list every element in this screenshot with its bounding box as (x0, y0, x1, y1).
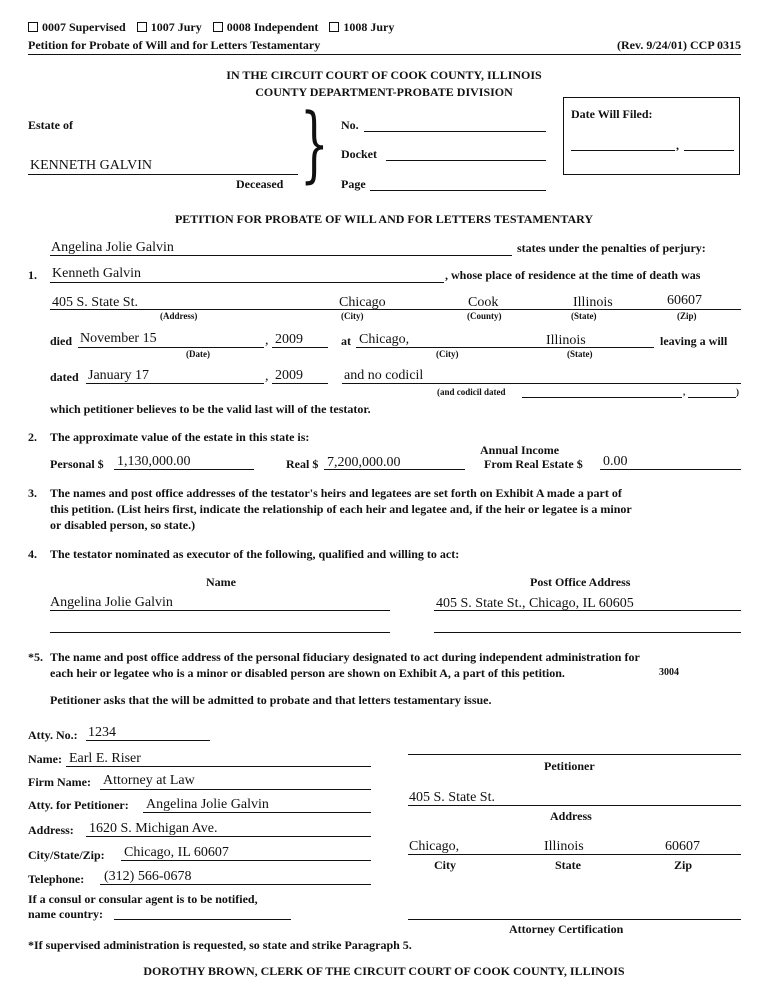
executor-name-line (50, 610, 390, 611)
item-4-text: The testator nominated as executor of the following, qualified and willing to act: (50, 547, 460, 561)
residence-text: , whose place of residence at the time of death was (445, 268, 701, 282)
petitioner-zip-label: Zip (674, 858, 693, 872)
consul-country-field[interactable] (114, 919, 291, 920)
death-date-line (78, 347, 264, 348)
checkbox-label: 0007 Supervised (42, 20, 126, 34)
executor-name-line-2[interactable] (50, 632, 390, 633)
died-label: died (50, 334, 73, 348)
item-5-line-1: The name and post office address of the personal fiduciary designated to act during independent administration for (50, 650, 640, 664)
will-date[interactable]: January 17 (88, 368, 150, 383)
petitioner-address-label: Address (550, 809, 592, 823)
dated-label: dated (50, 370, 79, 384)
death-city[interactable]: Chicago, (359, 332, 410, 347)
atty-address-line (86, 836, 371, 837)
checkbox-label: 1007 Jury (150, 20, 202, 34)
no-field[interactable] (364, 131, 546, 132)
date-will-filed-label: Date Will Filed: (571, 107, 653, 121)
petitioner-city-label: City (434, 858, 456, 872)
codicil-line (342, 383, 741, 384)
decedent-field[interactable]: Kenneth Galvin (52, 266, 142, 281)
telephone-label: Telephone: (28, 872, 85, 886)
petitioner-state[interactable]: Illinois (544, 839, 584, 854)
estate-of-label: Estate of (28, 118, 73, 132)
form-revision: (Rev. 9/24/01) CCP 0315 (617, 38, 741, 52)
checkbox-icon (137, 22, 147, 32)
item-1-number: 1. (28, 268, 37, 282)
zip-caption: (Zip) (677, 311, 697, 321)
income-value[interactable]: 0.00 (603, 454, 628, 469)
date-comma: , (676, 138, 679, 152)
residence-zip[interactable]: 60607 (667, 293, 702, 308)
will-year-line (272, 383, 328, 384)
atty-no-label: Atty. No.: (28, 728, 78, 742)
codicil-close: ) (736, 387, 739, 397)
date-will-filed-box (563, 97, 740, 175)
residence-county[interactable]: Cook (468, 295, 499, 310)
executor-name[interactable]: Angelina Jolie Galvin (50, 595, 173, 610)
codicil-year-field[interactable] (688, 397, 736, 398)
item-3-number: 3. (28, 486, 37, 500)
petitioner-address[interactable]: 405 S. State St. (409, 790, 495, 805)
checkbox-jury-1008[interactable] (329, 20, 394, 34)
executor-address-line (434, 610, 741, 611)
codicil-date-field[interactable] (522, 397, 682, 398)
atty-csz[interactable]: Chicago, IL 60607 (124, 845, 229, 860)
petitioner-line (50, 255, 512, 256)
no-label: No. (341, 118, 359, 132)
personal-label: Personal $ (50, 457, 104, 471)
income-line (600, 469, 741, 470)
executor-address-line-2[interactable] (434, 632, 741, 633)
address-caption: (Address) (160, 311, 198, 321)
item-5-number: *5. (28, 650, 43, 664)
atty-name-label: Name: (28, 752, 62, 766)
checkbox-label: 0008 Independent (226, 20, 319, 34)
name-header: Name (206, 575, 236, 589)
codicil-field[interactable]: and no codicil (344, 368, 424, 383)
petitioner-city[interactable]: Chicago, (409, 839, 460, 854)
item-5-line-2: each heir or legatee who is a minor or disabled person are shown on Exhibit A, a part of this petition. (50, 666, 565, 680)
date-will-filed-field[interactable] (571, 150, 675, 151)
atty-telephone-line (100, 884, 371, 885)
city-caption-2: (City) (436, 349, 459, 359)
leaving-will-text: leaving a will (660, 334, 728, 348)
court-division: COUNTY DEPARTMENT-PROBATE DIVISION (255, 85, 513, 99)
firm-name[interactable]: Attorney at Law (103, 773, 195, 788)
page-field[interactable] (370, 190, 546, 191)
checkbox-icon (329, 22, 339, 32)
personal-line (114, 469, 254, 470)
city-caption: (City) (341, 311, 364, 321)
real-label: Real $ (286, 457, 319, 471)
clerk-footer: DOROTHY BROWN, CLERK OF THE CIRCUIT COURT OF COOK COUNTY, ILLINOIS (143, 964, 625, 978)
address-header: Post Office Address (530, 575, 631, 589)
attorney-certification-label: Attorney Certification (509, 922, 624, 936)
atty-name-line (66, 766, 371, 767)
attorney-certification-line[interactable] (408, 919, 741, 920)
for-petitioner[interactable]: Angelina Jolie Galvin (146, 797, 269, 812)
state-caption-2: (State) (567, 349, 593, 359)
checkbox-independent[interactable] (213, 20, 319, 34)
csz-label: City/State/Zip: (28, 848, 105, 862)
believes-text: which petitioner believes to be the valid last will of the testator. (50, 402, 371, 416)
perjury-text: states under the penalties of perjury: (517, 241, 706, 255)
annual-income-label: Annual Income (480, 443, 560, 457)
death-year-comma: , (265, 333, 269, 348)
petitioner-csz-line (408, 854, 741, 855)
petition-title: PETITION FOR PROBATE OF WILL AND FOR LETTERS TESTAMENTARY (174, 212, 594, 226)
case-type-checkboxes (28, 20, 394, 35)
estate-value-text: The approximate value of the estate in this state is: (50, 430, 310, 444)
header-rule (28, 54, 741, 55)
item-3-line-1: The names and post office addresses of the testator's heirs and legatees are set forth on Exhibit A made a part of (50, 486, 622, 500)
for-petitioner-line (143, 812, 371, 813)
item-3-line-3: or disabled person, so state.) (50, 518, 196, 532)
footnote: *If supervised administration is requested, so state and strike Paragraph 5. (28, 938, 412, 952)
will-year-comma: , (265, 369, 269, 384)
firm-line (100, 789, 371, 790)
decedent-field-line (50, 282, 444, 283)
atty-no-line (86, 740, 210, 741)
state-caption: (State) (571, 311, 597, 321)
county-caption: (County) (467, 311, 502, 321)
court-name: IN THE CIRCUIT COURT OF COOK COUNTY, ILLINOIS (226, 68, 542, 82)
checkbox-jury-1007[interactable] (137, 20, 202, 34)
residence-state[interactable]: Illinois (573, 295, 613, 310)
item-4-number: 4. (28, 547, 37, 561)
petitioner-zip[interactable]: 60607 (665, 839, 700, 854)
consul-line-1: If a consul or consular agent is to be notified, (28, 892, 258, 906)
atty-address-label: Address: (28, 823, 74, 837)
consul-line-2: name country: (28, 907, 103, 921)
deceased-label: Deceased (236, 177, 284, 191)
decedent-name[interactable]: KENNETH GALVIN (30, 158, 152, 173)
item-3-line-2: this petition. (List heirs first, indicate the relationship of each heir and legatee and, if the heir or legatee is a minor (50, 502, 632, 516)
form-title: Petition for Probate of Will and for Letters Testamentary (28, 38, 321, 52)
at-label: at (341, 334, 351, 348)
death-year[interactable]: 2009 (275, 332, 303, 347)
petitioner-address-line (408, 805, 741, 806)
death-place-line (356, 347, 654, 348)
atty-name[interactable]: Earl E. Riser (69, 751, 141, 766)
page-label: Page (341, 177, 366, 191)
petitioner-label: Petitioner (544, 759, 595, 773)
residence-city[interactable]: Chicago (339, 295, 386, 310)
real-line (324, 469, 465, 470)
checkbox-label: 1008 Jury (343, 20, 395, 34)
date-caption: (Date) (186, 349, 210, 359)
codicil-dated-caption: (and codicil dated (437, 387, 506, 397)
item-2-number: 2. (28, 430, 37, 444)
decedent-line (28, 174, 298, 175)
docket-label: Docket (341, 147, 377, 161)
will-year[interactable]: 2009 (275, 368, 303, 383)
will-date-line (86, 383, 264, 384)
codicil-date-comma: , (683, 387, 686, 397)
real-value[interactable]: 7,200,000.00 (327, 455, 401, 470)
docket-field[interactable] (386, 160, 546, 161)
checkbox-icon (28, 22, 38, 32)
brace-icon: } (300, 97, 329, 192)
firm-label: Firm Name: (28, 775, 91, 789)
executor-address[interactable]: 405 S. State St., Chicago, IL 60605 (436, 596, 634, 611)
residence-address[interactable]: 405 S. State St. (52, 295, 138, 310)
atty-no[interactable]: 1234 (88, 725, 116, 740)
atty-csz-line (121, 860, 371, 861)
petitioner-signature-line[interactable] (408, 754, 741, 755)
item-5-code: 3004 (659, 667, 679, 678)
for-petitioner-label: Atty. for Petitioner: (28, 798, 129, 812)
death-date[interactable]: November 15 (80, 331, 157, 346)
death-state[interactable]: Illinois (546, 333, 586, 348)
death-year-line (272, 347, 328, 348)
checkbox-icon (213, 22, 223, 32)
petitioner-name[interactable]: Angelina Jolie Galvin (51, 240, 174, 255)
personal-value[interactable]: 1,130,000.00 (117, 454, 191, 469)
from-real-estate-label: From Real Estate $ (484, 457, 583, 471)
atty-address[interactable]: 1620 S. Michigan Ave. (89, 821, 218, 836)
petitioner-state-label: State (555, 858, 581, 872)
admission-request: Petitioner asks that the will be admitted to probate and that letters testamentary issue. (50, 693, 492, 707)
date-will-filed-year[interactable] (684, 150, 734, 151)
residence-line (50, 309, 741, 310)
checkbox-supervised[interactable] (28, 20, 126, 34)
atty-telephone[interactable]: (312) 566-0678 (104, 869, 192, 884)
